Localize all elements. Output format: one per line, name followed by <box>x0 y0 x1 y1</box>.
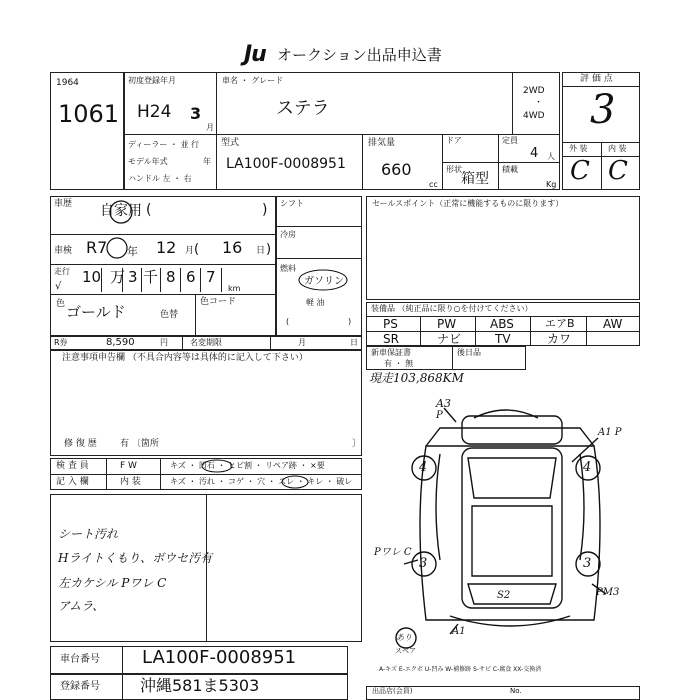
color-code-label: 色コード <box>200 297 237 307</box>
warranty-yes-no: 有 ・ 無 <box>384 359 414 368</box>
fuel-diesel: 軽 油 <box>306 298 325 307</box>
registration-era-year: H24 <box>137 102 172 122</box>
entry-label: 記 入 欄 <box>56 477 89 487</box>
door-label: ドア <box>446 136 462 145</box>
score-interior: C <box>608 156 628 186</box>
mileage-d3: 8 <box>166 268 176 286</box>
history-close: ) <box>262 202 268 218</box>
inspection-day-unit: 日 <box>256 246 266 256</box>
inspector-items: キズ ・ 凹石 ・ ヒビ割 ・ リペア跡 ・ ×要 <box>170 461 325 470</box>
mileage-check: √ <box>55 281 62 292</box>
lot-number: 1061 <box>58 100 120 128</box>
drive-dot: ・ <box>534 98 544 108</box>
fuel-gas-circle <box>296 267 350 293</box>
side-model-year: モデル年式 <box>128 157 168 166</box>
sales-point-label: セールスポイント（正常に機能するものに限ります） <box>372 199 564 208</box>
score-exterior-label: 外 装 <box>569 144 588 153</box>
mileage-d5: 7 <box>206 268 216 286</box>
hand-note-3: 左カケシル Pワレ C <box>58 576 167 590</box>
notes-label: 注意事項申告欄 （不具合内容等は具体的に記入して下さい） <box>62 353 308 363</box>
drive-4wd: 4WD <box>523 111 545 121</box>
score-label: 評 価 点 <box>580 74 613 84</box>
car-name-label: 車名 ・ グレード <box>222 76 284 85</box>
displacement-label: 排気量 <box>368 138 396 148</box>
repair-close: 〕 <box>352 439 362 449</box>
hand-note-4: アムラ、 <box>58 599 105 613</box>
form-title: オークション出品申込書 <box>277 46 442 64</box>
diag-pm3: PM3 <box>596 587 620 598</box>
diag-a1: A1 <box>452 626 466 637</box>
model-value: LA100F-0008951 <box>226 156 346 172</box>
score-exterior: C <box>570 156 590 186</box>
score-interior-label: 内 装 <box>608 144 627 153</box>
equip-airbag: エアB <box>545 317 575 330</box>
plate-value: 沖縄581ま5303 <box>140 676 260 695</box>
diag-s2: S2 <box>497 590 511 601</box>
mileage-d1: 10 <box>82 268 102 286</box>
spare-label: 後日品 <box>457 348 481 357</box>
displacement-unit: cc <box>429 180 438 189</box>
exhibitor-label: 出品店(会員) <box>372 687 413 695</box>
mileage-sen: 千 <box>143 268 159 286</box>
info-box <box>124 72 560 190</box>
history-label: 車歴 <box>54 199 73 209</box>
inspection-label: 車検 <box>54 246 73 256</box>
lot-box <box>50 72 124 190</box>
history-value: 自家用 <box>100 203 142 219</box>
displacement-value: 660 <box>381 160 412 179</box>
drive-2wd: 2WD <box>523 86 545 96</box>
registration-month-unit: 月 <box>206 123 214 132</box>
capacity-label: 定員 <box>502 136 518 145</box>
color-change: 色替 <box>160 310 179 320</box>
inspection-day: 16 <box>222 238 243 257</box>
recycle-label: R券 <box>54 338 68 347</box>
name-change-label: 名変期限 <box>190 338 222 347</box>
diag-pware-c: Pワレ C <box>374 547 412 558</box>
mileage-d2: 3 <box>128 268 138 286</box>
body-value: 箱型 <box>461 171 489 187</box>
hand-note-2: Hライトくもり、ボウセ汚有 <box>58 551 213 565</box>
logo: Ju <box>244 42 266 67</box>
diag-tire-fr: 4 <box>583 460 592 475</box>
history-open: ( <box>146 202 152 218</box>
name-change-day: 日 <box>350 338 358 347</box>
chassis-value: LA100F-0008951 <box>142 647 297 668</box>
hand-note-1: シート汚れ <box>58 527 119 541</box>
warranty-label: 新車保証書 <box>371 348 411 357</box>
color-value: ゴールド <box>66 303 126 321</box>
shift-label: シフト <box>280 199 304 208</box>
equip-abs: ABS <box>490 317 514 331</box>
inspection-open: ( <box>194 242 200 257</box>
body-label: 形状 <box>446 165 462 174</box>
inspector-label: 検 査 員 <box>56 461 89 471</box>
side-year-unit: 年 <box>203 157 211 166</box>
exhibitor-no: No. <box>510 687 522 695</box>
equipment-label: 装備品 （純正品に限り○を付けてください） <box>371 304 533 313</box>
diag-a3: A3 <box>436 397 451 410</box>
load-label: 積載 <box>502 165 518 174</box>
mileage-man: 万 <box>110 268 126 286</box>
diag-spare: スペア <box>395 647 416 655</box>
score-value: 3 <box>590 87 616 133</box>
diag-tire-fl: 4 <box>419 460 428 475</box>
mileage-label: 走行 <box>54 267 70 276</box>
inspection-month: 12 <box>156 238 177 257</box>
diag-tire-rl: 3 <box>419 556 428 571</box>
registration-month: 3 <box>190 104 202 123</box>
recycle-value: 8,590 <box>106 337 135 348</box>
equip-leather: カワ <box>547 332 572 346</box>
model-label: 型式 <box>221 138 240 148</box>
equip-navi: ナビ <box>437 332 462 346</box>
side-dealer: ディーラー ・ 並 行 <box>128 140 199 149</box>
car-name-value: ステラ <box>276 98 330 119</box>
side-handle: ハンドル 左 ・ 右 <box>128 174 192 183</box>
aircon-label: 冷房 <box>280 230 296 239</box>
load-unit: Kg <box>546 180 557 189</box>
diag-tire-rr: 3 <box>583 556 592 571</box>
fuel-gas: ガソリン <box>304 276 344 287</box>
mileage-d4: 6 <box>186 268 196 286</box>
history-circle-mark <box>108 199 134 225</box>
inspector-fw: F W <box>120 461 137 471</box>
capacity-value: 4 <box>530 146 539 161</box>
entry-interior: 内 装 <box>120 477 141 487</box>
sales-point-box <box>366 196 640 300</box>
registration-label: 初度登録年月 <box>128 76 176 85</box>
recycle-unit: 円 <box>160 338 168 347</box>
inspector-circle-mark <box>200 458 234 474</box>
mileage-unit: km <box>228 284 241 293</box>
fuel-label: 燃料 <box>280 264 296 273</box>
capacity-unit: 人 <box>547 152 555 161</box>
inspection-year-unit: 年 <box>127 245 138 258</box>
diag-p-top: P <box>436 410 443 421</box>
lot-code: 1964 <box>56 78 79 88</box>
equip-ps: PS <box>383 317 398 331</box>
inspection-era: R7 <box>86 238 108 257</box>
diag-yes: あり <box>396 633 412 642</box>
chassis-label: 車台番号 <box>60 654 100 665</box>
repair-label: 修 復 歴 <box>64 439 97 449</box>
entry-items: キズ ・ 汚れ ・ コゲ ・ 穴 ・ スレ ・ キレ ・ 破レ <box>170 477 353 486</box>
fuel-close: ) <box>348 317 352 326</box>
color-label: 色 <box>56 299 66 309</box>
odometer-note: 現走103,868KM <box>369 371 464 385</box>
diag-a1p: A1 P <box>598 427 622 438</box>
inspection-month-unit: 月 <box>185 246 195 256</box>
repair-value: 有 〔箇所 <box>120 439 159 449</box>
equip-pw: PW <box>437 317 457 331</box>
damage-legend: A-キズ E-エクボ U-凹み W-補修跡 S-サビ C-腐食 XX-交換済 <box>379 666 542 673</box>
inspection-close: ) <box>266 242 272 257</box>
name-change-month: 月 <box>298 338 306 347</box>
equip-tv: TV <box>495 332 511 346</box>
entry-circle-mark <box>280 474 310 490</box>
plate-label: 登録番号 <box>60 681 100 692</box>
inspection-circle-mark <box>105 236 129 260</box>
equip-aw: AW <box>603 317 623 331</box>
fuel-open: ( <box>286 317 290 326</box>
equip-sr: SR <box>383 332 399 346</box>
